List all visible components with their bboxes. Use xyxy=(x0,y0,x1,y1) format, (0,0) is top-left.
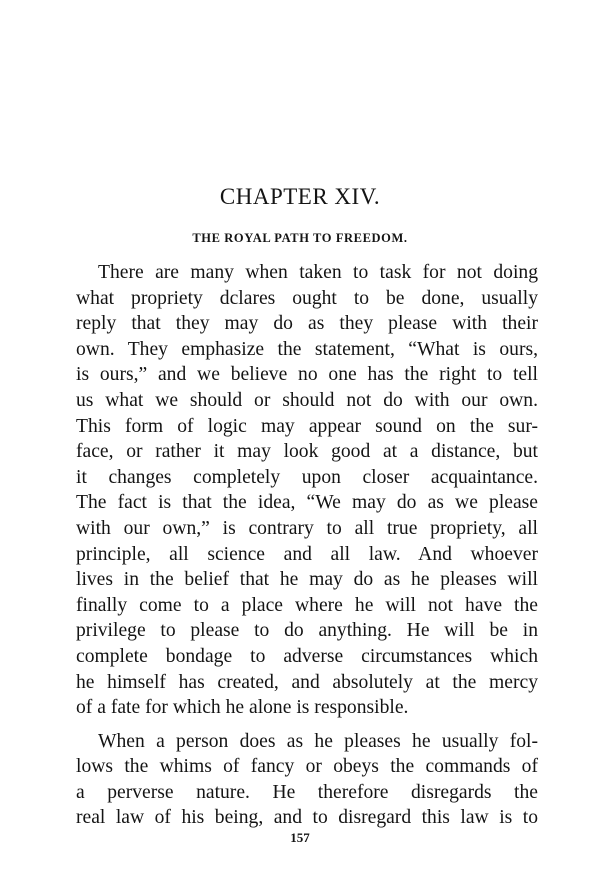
text-line: us what we should or should not do with our own. xyxy=(76,389,538,411)
text-line: face, or rather it may look good at a distance, but xyxy=(76,441,538,463)
text-line: There are many when taken to task for not doing xyxy=(98,262,538,283)
text-line: principle, all science and all law. And whoever xyxy=(76,543,538,565)
text-line: lives in the belief that he may do as he pleases will xyxy=(76,569,538,591)
text-line: what propriety dclares ought to be done, usually xyxy=(76,287,538,309)
text-line: with our own,” is contrary to all true propriety, all xyxy=(76,517,538,539)
text-line: he himself has created, and absolutely at the mercy xyxy=(76,671,538,693)
body-text xyxy=(76,260,538,831)
text-line: reply that they may do as they please with their xyxy=(76,313,538,335)
text-line: privilege to please to do anything. He will be in xyxy=(76,620,538,642)
chapter-title: CHAPTER XIV. xyxy=(219,184,381,209)
page-number: 157 xyxy=(290,830,310,845)
text-line: lows the whims of fancy or obeys the commands of xyxy=(76,756,538,778)
paragraph xyxy=(76,729,538,831)
text-line: it changes completely upon closer acquaintance. xyxy=(76,466,538,488)
text-line: real law of his being, and to disregard this law is to xyxy=(76,807,538,829)
text-line: finally come to a place where he will not have the xyxy=(76,594,538,616)
text-line: The fact is that the idea, “We may do as we please xyxy=(76,492,538,514)
text-line: own. They emphasize the statement, “What is ours, xyxy=(76,338,538,360)
text-line: is ours,” and we believe no one has the right to tell xyxy=(76,364,538,386)
text-line: complete bondage to adverse circumstances which xyxy=(76,645,538,667)
text-line: a perverse nature. He therefore disregards the xyxy=(76,781,538,803)
paragraph xyxy=(76,260,538,721)
text-line: of a fate for which he alone is responsible. xyxy=(76,697,409,719)
text-line: When a person does as he pleases he usually fol- xyxy=(98,730,538,752)
chapter-subtitle: THE ROYAL PATH TO FREEDOM. xyxy=(192,231,408,245)
text-line: This form of logic may appear sound on the sur- xyxy=(76,415,538,437)
